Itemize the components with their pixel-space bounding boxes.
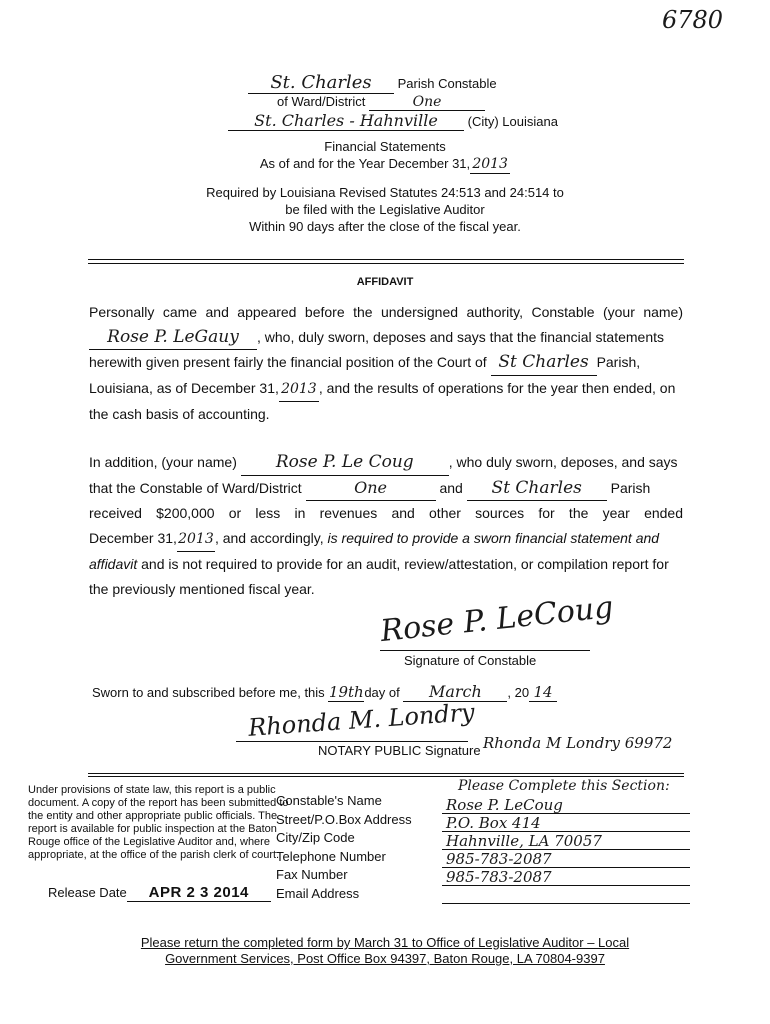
return-line-2: Government Services, Post Office Box 94397, Baton Rouge, LA 70804-9397 [165, 951, 605, 966]
requirement-block [0, 184, 770, 235]
requirement-line-2: be filed with the Legislative Auditor [285, 202, 485, 217]
release-date-line [48, 884, 271, 902]
divider-top-2 [88, 263, 684, 264]
disclaimer-text: Under provisions of state law, this report is a public document. A copy of the report has been submitted to the entity and other appropriate public officials. The report is available for public inspection at the Baton Rouge office of the Legislative Auditor and, where appropriate, at the office of the parish clerk of court. [28, 784, 289, 861]
ward-prefix: of Ward/District [277, 94, 366, 109]
p1-line5: the cash basis of accounting. [89, 406, 270, 423]
constable-signature: Rose P. LeCoug [378, 589, 615, 650]
notary-signature-label: NOTARY PUBLIC Signature [318, 743, 481, 758]
divider-top-1 [88, 259, 684, 260]
p1-court-field: St Charles [491, 350, 597, 376]
return-instructions [0, 935, 770, 967]
city-line [228, 111, 558, 131]
parish-suffix: Parish Constable [397, 76, 497, 91]
label-telephone: Telephone Number [276, 848, 386, 864]
p2-parish-field: St Charles [467, 476, 607, 502]
p2-line1: In addition, (your name) Rose P. Le Coug , who duly sworn, deposes, and says [89, 450, 683, 476]
sworn-month-field: March [403, 682, 507, 702]
p1-line2: Rose P. LeGauy , who, duly sworn, deposes and says that the financial statements [89, 325, 683, 351]
notary-printed-name: Rhonda M Londry 69972 [483, 734, 673, 752]
value-email [442, 886, 690, 904]
p1-name-field: Rose P. LeGauy [89, 325, 257, 351]
p2-name-field: Rose P. Le Coug [241, 450, 449, 476]
sworn-year-field: 14 [529, 683, 557, 702]
divider-bottom-1 [88, 773, 684, 774]
contact-field-values [442, 796, 690, 904]
affidavit-paragraph-1 [89, 300, 683, 427]
p2-line2: that the Constable of Ward/District One and St Charles Parish [89, 476, 683, 502]
p2-ward-field: One [306, 476, 436, 502]
p1-line3: herewith given present fairly the financial position of the Court of St Charles Parish, [89, 350, 683, 376]
label-email: Email Address [276, 885, 360, 901]
p2-line3: received $200,000 or less in revenues and other sources for the year ended [89, 505, 683, 522]
corner-handwritten-number: 6780 [662, 6, 724, 34]
release-date-stamp: APR 2 3 2014 [127, 884, 271, 902]
p1-line1: Personally came and appeared before the undersigned authority, Constable (your name) [89, 304, 683, 320]
affidavit-title: AFFIDAVIT [356, 276, 414, 288]
p2-line5: affidavit and is not required to provide for an audit, review/attestation, or compilation report for [89, 556, 669, 573]
p1-year-field: 2013 [279, 377, 319, 403]
requirement-line-1: Required by Louisiana Revised Statutes 24:513 and 24:514 to [206, 185, 564, 200]
requirement-line-3: Within 90 days after the close of the fiscal year. [249, 219, 521, 234]
city-suffix: (City) Louisiana [467, 114, 558, 129]
value-fax: 985-783-2087 [442, 868, 690, 886]
parish-name-field: St. Charles [248, 72, 394, 94]
fs-year-field: 2013 [470, 156, 510, 174]
value-constable-name: Rose P. LeCoug [442, 796, 690, 814]
value-street: P.O. Box 414 [442, 814, 690, 832]
fs-subtitle: As of and for the Year December 31, 2013 [0, 155, 770, 174]
contact-field-labels [276, 792, 412, 903]
constable-signature-line [380, 650, 590, 651]
divider-bottom-2 [88, 776, 684, 777]
notary-signature: Rhonda M. Londry [247, 698, 476, 742]
sworn-line: Sworn to and subscribed before me, this 19thday of March , 20 14 [92, 682, 557, 702]
affidavit-paragraph-2 [89, 450, 683, 602]
constable-signature-label: Signature of Constable [404, 653, 537, 668]
ward-line [277, 94, 485, 111]
sworn-day-field: 19th [328, 683, 364, 701]
ward-field: One [369, 94, 485, 111]
return-line-1: Please return the completed form by March 31 to Office of Legislative Auditor – Local [140, 935, 630, 950]
city-field: St. Charles - Hahnville [228, 111, 464, 131]
p2-year-field: 2013 [177, 527, 215, 553]
value-city-zip: Hahnville, LA 70057 [442, 832, 690, 850]
label-street: Street/P.O.Box Address [276, 811, 412, 827]
notary-signature-line [236, 741, 468, 742]
label-constable-name: Constable's Name [276, 793, 382, 808]
fs-title: Financial Statements [324, 139, 446, 154]
value-telephone: 985-783-2087 [442, 850, 690, 868]
release-date-label: Release Date [48, 885, 127, 900]
label-city-zip: City/Zip Code [276, 830, 355, 845]
fs-title-block [0, 138, 770, 174]
label-fax: Fax Number [276, 867, 348, 882]
please-complete-note: Please Complete this Section: [458, 778, 670, 794]
p2-line4: December 31,2013, and accordingly, is required to provide a sworn financial statement and [89, 526, 683, 553]
parish-constable-line [248, 72, 548, 94]
p2-line6: the previously mentioned fiscal year. [89, 580, 315, 597]
p1-line4: Louisiana, as of December 31, 2013 , and the results of operations for the year then ended, on [89, 376, 683, 403]
